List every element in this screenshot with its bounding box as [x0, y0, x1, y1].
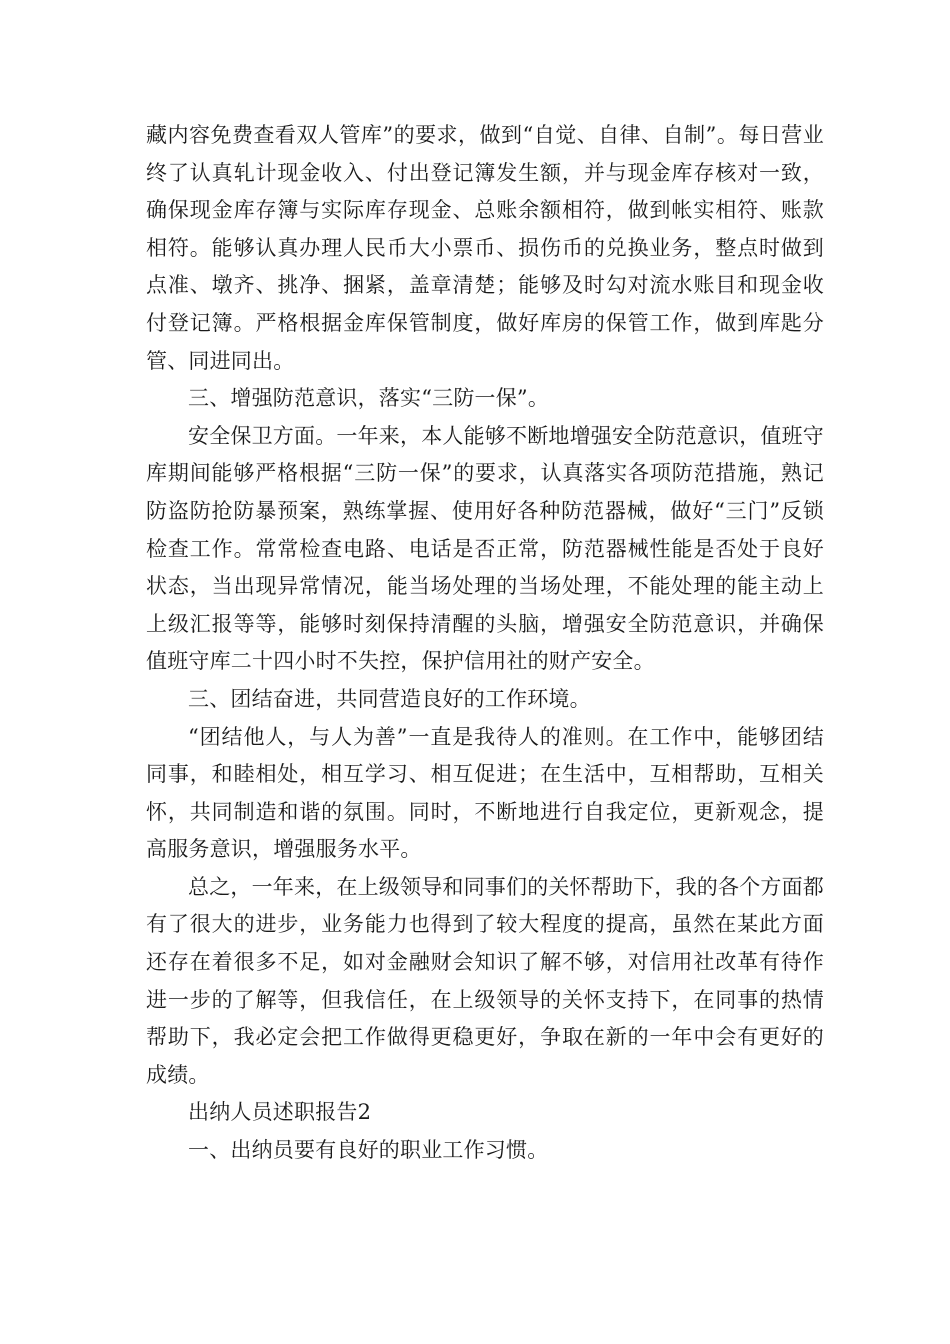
paragraph: 总之，一年来，在上级领导和同事们的关怀帮助下，我的各个方面都有了很大的进步，业务能力也得到了较大程度的提高，虽然在某此方面还存在着很多不足，如对金融财会知识了解不够，对信用社改革有待作进一步的了解等，但我信任，在上级领导的关怀支持下，在同事的热情帮助下，我必定会把工作做得更稳更好，争取在新的一年中会有更好的成绩。 [146, 874, 824, 1087]
report-title: 出纳人员述职报告2 [188, 1100, 372, 1125]
paragraph: 安全保卫方面。一年来，本人能够不断地增强安全防范意识，值班守库期间能够严格根据“三防一保”的要求，认真落实各项防范措施，熟记防盗防抢防暴预案，熟练掌握、使用好各种防范器械，做好“三门”反锁检查工作。常常检查电路、电话是否正常，防范器械性能是否处于良好状态，当出现异常情况，能当场处理的当场处理，不能处理的能主动上上级汇报等等，能够时刻保持清醒的头脑，增强安全防范意识，并确保值班守库二十四小时不失控，保护信用社的财产安全。 [146, 423, 824, 674]
section-heading: 一、出纳员要有良好的职业工作习惯。 [188, 1138, 549, 1163]
section-heading: 三、团结奋进，共同营造良好的工作环境。 [188, 686, 591, 711]
section-heading: 三、增强防范意识，落实“三防一保”。 [188, 386, 550, 411]
paragraph-continuation: 藏内容免费查看双人管库”的要求，做到“自觉、自律、自制”。每日营业终了认真轧计现金收入、付出登记簿发生额，并与现金库存核对一致，确保现金库存簿与实际库存现金、总账余额相符，做到帐实相符、账款相符。能够认真办理人民币大小票币、损伤币的兑换业务，整点时做到点准、墩齐、挑净、捆紧，盖章清楚；能够及时勾对流水账目和现金收付登记簿。严格根据金库保管制度，做好库房的保管工作，做到库匙分管、同进同出。 [146, 123, 824, 373]
paragraph: “团结他人，与人为善”一直是我待人的准则。在工作中，能够团结同事，和睦相处，相互学习、相互促进；在生活中，互相帮助，互相关怀，共同制造和谐的氛围。同时，不断地进行自我定位，更新观念，提高服务意识，增强服务水平。 [146, 724, 824, 862]
document-body [146, 117, 824, 1170]
